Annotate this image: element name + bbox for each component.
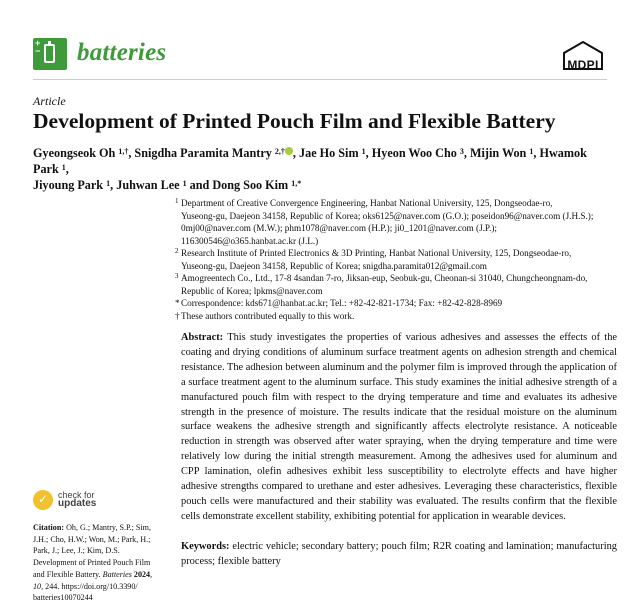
author-affiliation-marker: 1,* <box>291 179 302 188</box>
checkmark-icon: ✓ <box>38 492 49 506</box>
author-name: Jiyoung Park $^1$ <box>33 178 111 192</box>
author-name: Jae Ho Sim $^1$ <box>299 146 366 160</box>
author-affiliation-marker: 1 <box>529 147 534 156</box>
affiliation <box>175 310 621 323</box>
affiliation-marker: † <box>175 311 180 321</box>
publisher-name: MDPI <box>567 58 599 72</box>
author-name: Hyeon Woo Cho $^3$ <box>371 146 464 160</box>
journal-logo <box>33 38 67 70</box>
affiliation-marker: 2 <box>175 247 179 255</box>
affiliation <box>175 247 621 272</box>
journal-name: batteries <box>77 39 167 66</box>
affiliation-marker: * <box>175 298 180 308</box>
citation-year: 2024 <box>133 569 151 579</box>
citation-volume: 10 <box>33 581 42 591</box>
check-for-updates-button[interactable] <box>33 490 123 520</box>
affiliation-line: Amogreentech Co., Ltd., 17-8 4sandan 7-ro, Jiksan-eup, Seobuk-gu, Cheonan-si 31040, Chungcheongnam-do, <box>181 273 588 283</box>
author-affiliation-marker: 2,† <box>274 147 285 156</box>
abstract-text: This study investigates the properties of various adhesives and assesses the effects of the coating and drying conditions of aluminum surface treatment agents on adhesion strength and chemical resistance. The adhesion between aluminum and the polymer film is improved through the application of a surface treatment agent to the aluminum surface. This study examines the initial adhesive strength of a manufactured pouch film with respect to the drying temperature and time and evaluates its adhesive strength in the presence of moisture. The results indicate that the residual moisture on the aluminum surface weakens the adhesive strength and significantly affects electrolyte resistance. A noticeable reduction in strength was observed after water spraying, when the drying temperature and time were relatively low during the initial strength measurement. Among the adhesives used for aluminum and CPP lamination, olefin adhesives exhibit less susceptibility to electrolyte effects and have higher adhesive strengths compared to urethane and ester adhesives. Leveraging these characteristics, flexible pouch cells were manufactured and their stability was evaluated. The results confirm that the flexible cells demonstrate excellent stability, exhibiting potential for application in wearable devices. <box>181 332 618 522</box>
affiliation-line: Republic of Korea; lpkms@naver.com <box>181 285 323 296</box>
affiliation-line: 0mj00@naver.com (M.W.); phm1078@naver.com (H.P.); ji0_1201@naver.com (J.P.); <box>181 223 497 233</box>
citation-text: Oh, G.; Mantry, S.P.; Sim, J.H.; Cho, H.W.; Won, M.; Park, H.; Park, J.; Lee, J.; Kim, D.S. Development of Printed Pouch Film and Flexible Battery. <box>33 523 151 579</box>
author-name: Mijin Won $^1$ <box>470 146 534 160</box>
abstract <box>181 331 617 525</box>
author-name: Snigdha Paramita Mantry $^{2,\dagger}$ <box>134 146 293 160</box>
author-name: Dong Soo Kim $^{1,*}$ <box>212 178 302 192</box>
author-affiliation-marker: 1 <box>182 179 187 188</box>
affiliation-line: These authors contributed equally to this work. <box>181 311 355 321</box>
affiliation <box>175 197 621 247</box>
abstract-label: Abstract: <box>181 332 224 343</box>
minus-icon: − <box>35 46 41 56</box>
affiliation-marker: 1 <box>175 197 179 205</box>
orcid-icon[interactable] <box>285 147 293 155</box>
keywords-label: Keywords: <box>181 541 230 552</box>
author-list: Gyeongseok Oh $^{1,\dagger}$, Snigdha Paramita Mantry $^{2,\dagger}$ , Jae Ho Sim $^1$, Hyeon Woo Cho $^3$, Mijin Won $^1$, Hwamok Park $^1$, Jiyoung Park $^1$, Juhwan Lee $^1$ and Dong Soo Kim $^{1,*}$ <box>33 146 587 192</box>
author-affiliation-marker: 3 <box>459 147 464 156</box>
affiliation-line: Department of Creative Convergence Engineering, Hanbat National University, 125, Dongseodae-ro, <box>181 198 553 208</box>
check-updates-line2: updates <box>58 498 97 509</box>
affiliation-line: Yuseong-gu, Daejeon 34158, Republic of Korea; oks6125@naver.com (G.O.); poseidon96@naver.com (J.H.S.); <box>181 210 594 221</box>
affiliation-marker: 3 <box>175 272 179 280</box>
affiliation-line: Correspondence: kds671@hanbat.ac.kr; Tel.: +82-42-821-1734; Fax: +82-42-828-8969 <box>181 298 503 308</box>
keywords <box>181 540 617 570</box>
citation-journal: Batteries <box>102 569 132 579</box>
affiliation <box>175 297 621 310</box>
check-updates-line1: check for <box>58 490 95 500</box>
author-affiliation-marker: 1 <box>361 147 366 156</box>
citation: Citation: Oh, G.; Mantry, S.P.; Sim, J.H.; Cho, H.W.; Won, M.; Park, H.; Park, J.; Lee, J.; Kim, D.S. Development of Printed Pouch Film and Flexible Battery. Batteries 2024, 10, 244. https://doi.org/10.3390/ batteries10070244 <box>33 523 153 603</box>
affiliation-line: Research Institute of Printed Electronics & 3D Printing, Hanbat National University, 125, Dongseodae-ro, <box>181 248 572 258</box>
citation-label: Citation: <box>33 523 65 532</box>
page-title: Development of Printed Pouch Film and Flexible Battery <box>33 109 556 133</box>
author-affiliation-marker: 1 <box>106 179 111 188</box>
battery-icon <box>44 44 55 63</box>
affiliation <box>175 272 621 297</box>
author-name: Juhwan Lee $^1$ <box>116 178 187 192</box>
citation-rest: , 244. https://doi.org/10.3390/ batteries10070244 <box>33 581 138 603</box>
article-type: Article <box>33 94 66 108</box>
plus-icon: + <box>35 38 41 48</box>
keywords-text: electric vehicle; secondary battery; pouch film; R2R coating and lamination; manufacturing process; flexible battery <box>181 541 617 567</box>
author-affiliation-marker: 1,† <box>118 147 129 156</box>
header-divider <box>33 79 607 80</box>
author-name: Gyeongseok Oh $^{1,\dagger}$ <box>33 146 129 160</box>
affiliation-line: Yuseong-gu, Daejeon 34158, Republic of Korea; snigdha.paramita012@gmail.com <box>181 260 487 271</box>
author-name: Hwamok Park $^1$ <box>33 146 587 176</box>
affiliation-line: 116300546@o365.hanbat.ac.kr (J.L.) <box>181 235 319 246</box>
author-affiliation-marker: 1 <box>61 163 66 172</box>
